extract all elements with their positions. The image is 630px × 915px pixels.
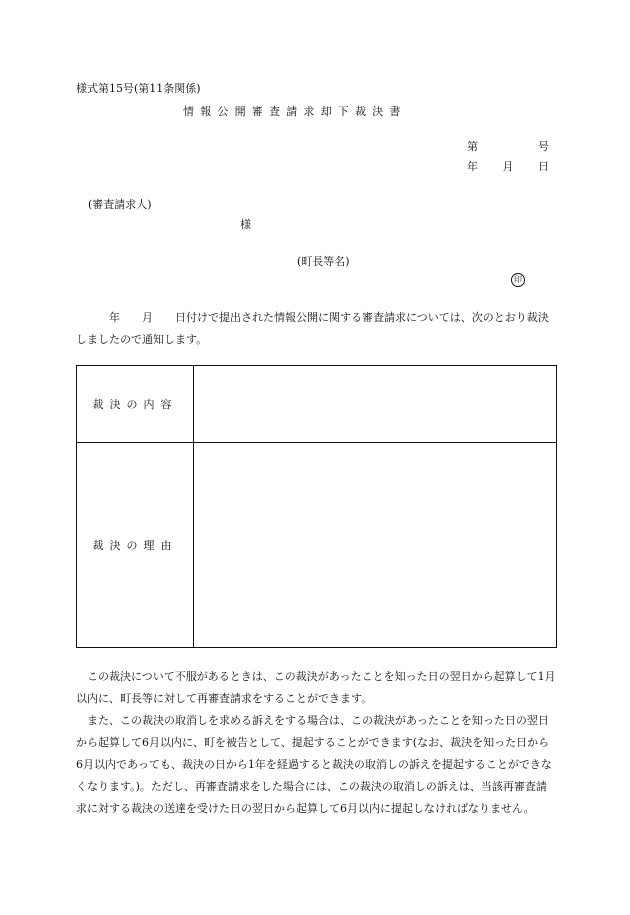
decision-reason-label: 裁決の理由: [77, 443, 194, 648]
seal-icon: 印: [511, 273, 525, 287]
decision-content-field: [194, 366, 557, 443]
date-year: 年: [467, 160, 478, 173]
honorific: 様: [240, 218, 251, 231]
document-date: [467, 160, 549, 174]
doc-number-prefix: 第: [467, 140, 478, 153]
date-month: 月: [502, 160, 514, 173]
footer-text: [76, 666, 556, 820]
decision-reason-field: [194, 443, 557, 648]
requester-label: (審査請求人): [88, 198, 152, 211]
table-row: [77, 443, 557, 648]
decision-content-label: 裁決の内容: [77, 366, 194, 443]
footer-paragraph-2: また、この裁決の取消しを求める訴えをする場合は、この裁決があったことを知った日の翌日から起算して6月以内に、町を被告として、提起することができます(なお、裁決を知った日から6月以内であっても、裁決の日から1年を経過すると裁決の取消しの訴えを提起することができなくなります。)。ただし、再審査請求をした場合には、この裁決の取消しの訴えは、当該再審査請求に対する裁決の送達を受けた日の翌日から起算して6月以内に提起しなければなりません。: [76, 714, 552, 815]
form-number: 様式第15号(第11条関係): [76, 82, 201, 95]
date-day: 日: [538, 160, 549, 173]
doc-number-suffix: 号: [538, 140, 549, 153]
footer-paragraph-1: この裁決について不服があるときは、この裁決があったことを知った日の翌日から起算して1月以内に、町長等に対して再審査請求をすることができます。: [76, 670, 556, 705]
decision-table: [76, 365, 557, 648]
notice-text: 年 月 日付けで提出された情報公開に関する審査請求については、次のとおり裁決しましたので通知します。: [76, 311, 549, 346]
mayor-label: (町長等名): [297, 255, 350, 268]
document-number: [467, 140, 549, 154]
table-row: [77, 366, 557, 443]
document-title: 情報公開審査請求却下裁決書: [183, 105, 407, 118]
